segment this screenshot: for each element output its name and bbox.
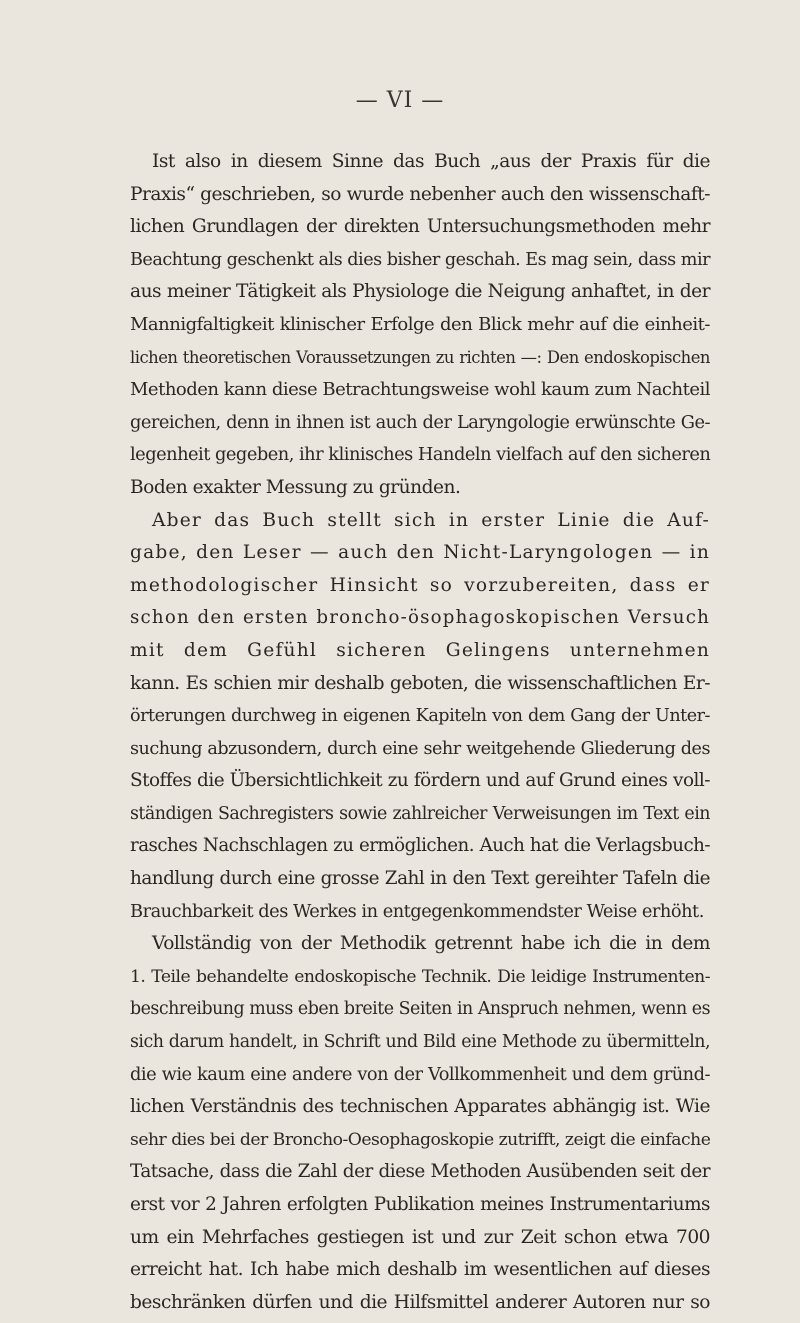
text-line: sehr dies bei der Broncho-Oesophagoskopie zutrifft, zeigt die einfache (130, 1129, 711, 1150)
text-line: lichen theoretischen Voraussetzungen zu richten —: Den endoskopischen (130, 347, 710, 367)
body-text (130, 146, 710, 1319)
page-number-header: — VI — (355, 88, 445, 113)
text-line: ständigen Sachregisters sowie zahlreicher Verweisungen im Text ein (130, 803, 710, 824)
text-line: suchung abzusondern, durch eine sehr weitgehende Gliederung des (130, 738, 710, 759)
text-line: erreicht hat. Ich habe mich deshalb im wesentlichen auf dieses (130, 1259, 710, 1281)
text-line: Vollständig von der Methodik getrennt habe ich die in dem (152, 933, 710, 955)
text-line: die wie kaum eine andere von der Vollkommenheit und dem gründ- (130, 1063, 710, 1085)
text-line: erst vor 2 Jahren erfolgten Publikation meines Instrumentariums (130, 1194, 710, 1215)
text-line: 1. Teile behandelte endoskopische Technik. Die leidige Instrumenten- (130, 966, 710, 987)
text-line: mit dem Gefühl sicheren Gelingens unternehmen (130, 639, 710, 661)
text-line: Beachtung geschenkt als dies bisher geschah. Es mag sein, dass mir (130, 249, 710, 270)
text-line: beschreibung muss eben breite Seiten in Anspruch nehmen, wenn es (130, 999, 710, 1020)
text-line: gereichen, denn in ihnen ist auch der Laryngologie erwünschte Ge- (130, 411, 710, 433)
text-line: aus meiner Tätigkeit als Physiologe die Neigung anhaftet, in der (130, 281, 710, 303)
text-line: beschränken dürfen und die Hilfsmittel anderer Autoren nur so (130, 1291, 710, 1313)
text-line: legenheit gegeben, ihr klinisches Handeln vielfach auf den sicheren (130, 444, 711, 466)
text-line: methodologischer Hinsicht so vorzubereiten, dass er (130, 574, 710, 596)
text-line: Aber das Buch stellt sich in erster Linie die Auf- (152, 509, 710, 531)
text-line: sich darum handelt, in Schrift und Bild eine Methode zu übermitteln, (130, 1032, 710, 1053)
text-line: rasches Nachschlagen zu ermöglichen. Auch hat die Verlagsbuch- (130, 835, 710, 857)
text-line: gabe, den Leser — auch den Nicht-Laryngologen — in (130, 542, 710, 564)
text-line: Praxis“ geschrieben, so wurde nebenher auch den wissenschaft- (130, 183, 710, 205)
text-line: um ein Mehrfaches gestiegen ist und zur Zeit schon etwa 700 (130, 1226, 710, 1248)
text-line: lichen Verständnis des technischen Apparates abhängig ist. Wie (130, 1096, 710, 1118)
text-line: handlung durch eine grosse Zahl in den Text gereihter Tafeln die (130, 868, 710, 890)
text-line: schon den ersten broncho-ösophagoskopischen Versuch (130, 607, 710, 629)
text-line: Mannigfaltigkeit klinischer Erfolge den Blick mehr auf die einheit- (130, 313, 710, 335)
text-line: kann. Es schien mir deshalb geboten, die wissenschaftlichen Er- (130, 672, 710, 694)
text-line: Tatsache, dass die Zahl der diese Methoden Ausübenden seit der (130, 1161, 710, 1183)
text-line: Methoden kann diese Betrachtungsweise wohl kaum zum Nachteil (130, 379, 710, 401)
text-line: örterungen durchweg in eigenen Kapiteln von dem Gang der Unter- (130, 706, 710, 727)
text-line: Boden exakter Messung zu gründen. (130, 476, 461, 498)
text-line: Brauchbarkeit des Werkes in entgegenkommendster Weise erhöht. (130, 900, 704, 922)
text-line: Stoffes die Übersichtlichkeit zu fördern und auf Grund eines voll- (130, 770, 710, 792)
text-line: lichen Grundlagen der direkten Untersuchungsmethoden mehr (130, 216, 710, 238)
text-line: Ist also in diesem Sinne das Buch „aus der Praxis für die (152, 151, 710, 172)
